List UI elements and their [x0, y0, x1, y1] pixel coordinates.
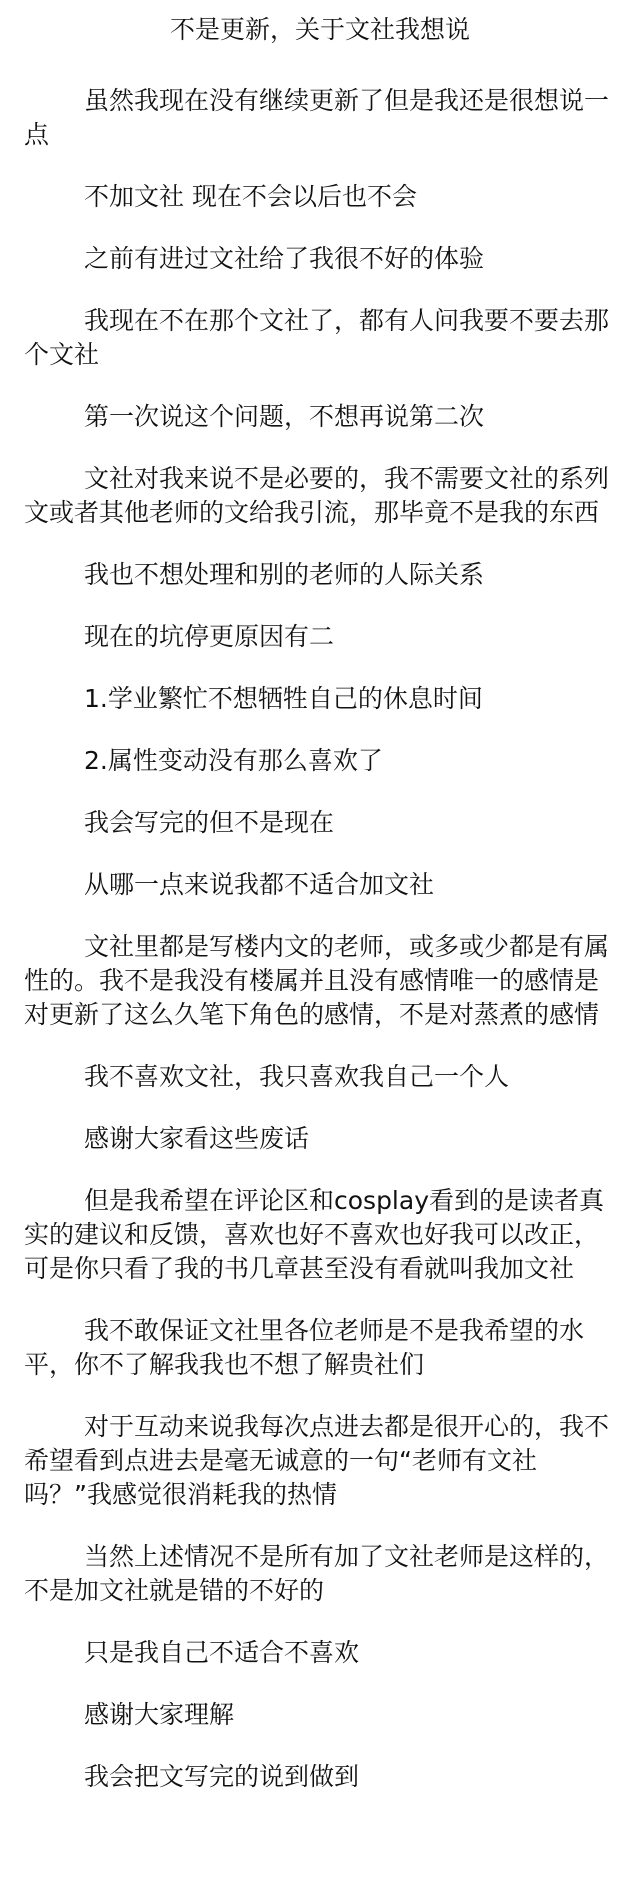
paragraph: 之前有进过文社给了我很不好的体验: [84, 244, 485, 273]
paragraph: 现在的坑停更原因有二: [84, 622, 335, 651]
paragraph: 文社里都是写楼内文的老师，或多或少都是有属性的。我不是我没有楼属并且没有感情唯一的感情是对更新了这么久笔下角色的感情，不是对蒸煮的感情: [24, 932, 610, 1029]
paragraph: 我会把文写完的说到做到: [84, 1762, 360, 1791]
paragraph: 只是我自己不适合不喜欢: [84, 1638, 360, 1667]
paragraph: 当然上述情况不是所有加了文社老师是这样的，不是加文社就是错的不好的: [24, 1542, 610, 1605]
paragraph: 我现在不在那个文社了，都有人问我要不要去那个文社: [24, 306, 610, 369]
paragraph: 1.学业繁忙不想牺牲自己的休息时间: [84, 684, 483, 713]
paragraph: 不加文社 现在不会以后也不会: [84, 182, 417, 211]
paragraph: 感谢大家理解: [84, 1700, 235, 1729]
paragraph: 对于互动来说我每次点进去都是很开心的，我不希望看到点进去是毫无诚意的一句“老师有文社吗？”我感觉很消耗我的热情: [24, 1412, 610, 1509]
paragraph: 我会写完的但不是现在: [84, 808, 335, 837]
paragraph: 第一次说这个问题，不想再说第二次: [84, 402, 485, 431]
page-title: 不是更新，关于文社我想说: [169, 15, 470, 44]
article-body: [24, 84, 616, 1822]
paragraph: 从哪一点来说我都不适合加文社: [84, 870, 435, 899]
paragraph: 但是我希望在评论区和cosplay看到的是读者真实的建议和反馈，喜欢也好不喜欢也好我可以改正，可是你只看了我的书几章甚至没有看就叫我加文社: [24, 1186, 604, 1283]
paragraph: 我不喜欢文社，我只喜欢我自己一个人: [84, 1062, 510, 1091]
paragraph: 虽然我现在没有继续更新了但是我还是很想说一点: [24, 86, 610, 149]
paragraph: 我不敢保证文社里各位老师是不是我希望的水平，你不了解我我也不想了解贵社们: [24, 1316, 585, 1379]
paragraph: 感谢大家看这些废话: [84, 1124, 310, 1153]
paragraph: 文社对我来说不是必要的，我不需要文社的系列文或者其他老师的文给我引流，那毕竟不是我的东西: [24, 464, 610, 527]
paragraph: 2.属性变动没有那么喜欢了: [84, 746, 383, 775]
paragraph: 我也不想处理和别的老师的人际关系: [84, 560, 485, 589]
